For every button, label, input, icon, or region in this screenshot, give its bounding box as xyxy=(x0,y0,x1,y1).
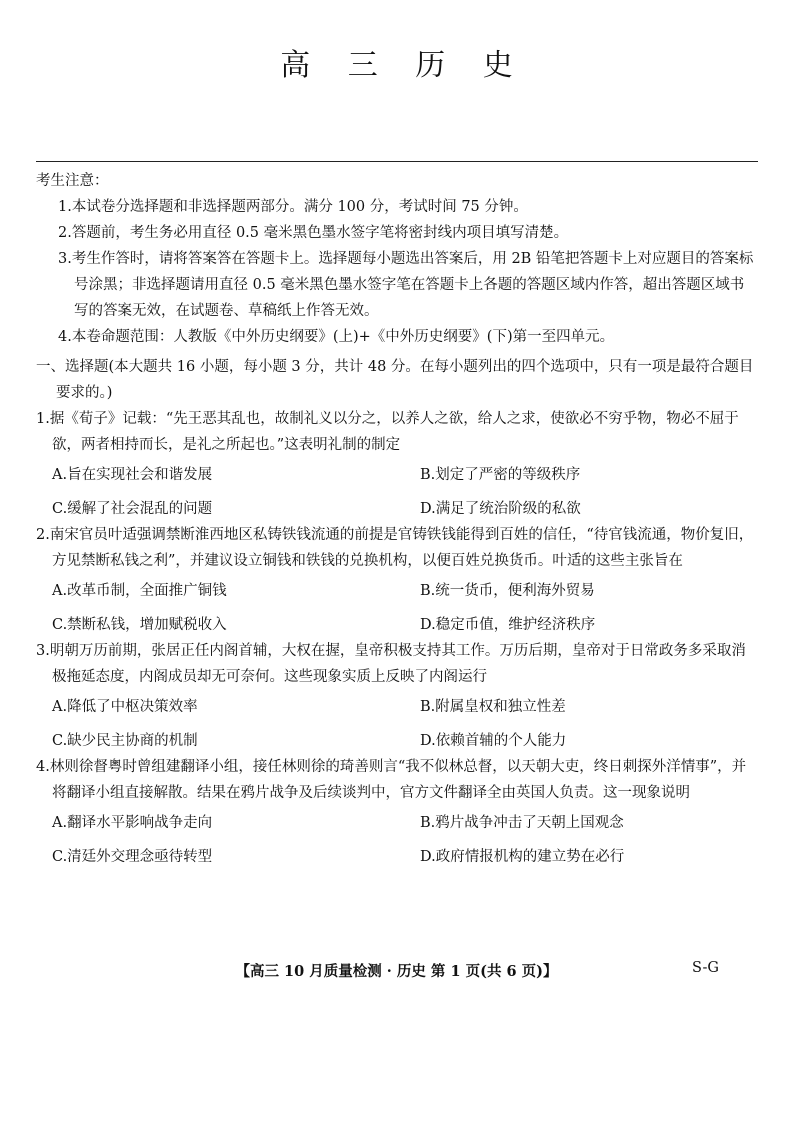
option-b: B.划定了严密的等级秩序 xyxy=(420,467,581,483)
exam-content xyxy=(36,168,758,870)
question-4 xyxy=(36,754,758,870)
option-d: D.满足了统治阶级的私欲 xyxy=(420,501,581,517)
notice-item: 4.本卷命题范围：人教版《中外历史纲要》(上)+《中外历史纲要》(下)第一至四单元。 xyxy=(58,329,615,345)
option-a: A.旨在实现社会和谐发展 xyxy=(52,467,213,483)
option-c: C.禁断私钱，增加赋税收入 xyxy=(52,617,227,633)
option-b: B.鸦片战争冲击了天朝上国观念 xyxy=(420,815,624,831)
option-c: C.清廷外交理念亟待转型 xyxy=(52,849,213,865)
page-title: 高 三 历 史 xyxy=(280,48,527,83)
question-3 xyxy=(36,638,758,754)
section-heading: 一、选择题(本大题共 16 小题，每小题 3 分，共计 48 分。在每小题列出的四个选项中，只有一项是最符合题目要求的。) xyxy=(36,359,754,401)
notice-item: 2.答题前，考生务必用直径 0.5 毫米黑色墨水签字笔将密封线内项目填写清楚。 xyxy=(58,225,569,241)
option-d: D.稳定币值，维护经济秩序 xyxy=(420,617,596,633)
notice-item: 3.考生作答时，请将答案答在答题卡上。选择题每小题选出答案后，用 2B 铅笔把答题卡上对应题目的答案标号涂黑；非选择题请用直径 0.5 毫米黑色墨水签字笔在答题卡上各题的答题区域内作答，超出答题区域书写的答案无效，在试题卷、草稿纸上作答无效。 xyxy=(58,251,754,319)
notice-item: 1.本试卷分选择题和非选择题两部分。满分 100 分，考试时间 75 分钟。 xyxy=(58,199,528,215)
question-options xyxy=(36,810,758,870)
option-a: A.翻译水平影响战争走向 xyxy=(52,815,213,831)
question-stem: 4.林则徐督粤时曾组建翻译小组，接任林则徐的琦善则言“我不似林总督，以天朝大吏，终日刺探外洋情事”，并将翻译小组直接解散。结果在鸦片战争及后续谈判中，官方文件翻译全由英国人负责。这一现象说明 xyxy=(36,759,747,801)
question-stem: 1.据《荀子》记载：“先王恶其乱也，故制礼义以分之，以养人之欲，给人之求，使欲必不穷乎物，物必不屈于欲，两者相持而长，是礼之所起也。”这表明礼制的制定 xyxy=(36,411,739,453)
option-b: B.附属皇权和独立性差 xyxy=(420,699,566,715)
option-b: B.统一货币，便利海外贸易 xyxy=(420,583,595,599)
question-1 xyxy=(36,406,758,522)
question-options xyxy=(36,578,758,638)
question-stem: 3.明朝万历前期，张居正任内阁首辅，大权在握，皇帝积极支持其工作。万历后期，皇帝对于日常政务多采取消极拖延态度，内阁成员却无可奈何。这些现象实质上反映了内阁运行 xyxy=(36,643,746,685)
notice-heading: 考生注意： xyxy=(36,173,109,189)
question-options xyxy=(36,462,758,522)
question-2 xyxy=(36,522,758,638)
option-a: A.降低了中枢决策效率 xyxy=(52,699,198,715)
footer-code: S-G xyxy=(692,960,719,976)
option-c: C.缺少民主协商的机制 xyxy=(52,733,198,749)
footer-page-info: 【高三 10 月质量检测 · 历史 第 1 页(共 6 页)】 xyxy=(235,963,558,980)
option-a: A.改革币制，全面推广铜钱 xyxy=(52,583,227,599)
option-d: D.政府情报机构的建立势在必行 xyxy=(420,849,625,865)
question-stem: 2.南宋官员叶适强调禁断淮西地区私铸铁钱流通的前提是官铸铁钱能得到百姓的信任，“待官钱流通，物价复旧，方见禁断私钱之利”，并建议设立铜钱和铁钱的兑换机构，以便百姓兑换货币。叶适的这些主张旨在 xyxy=(36,527,754,569)
option-d: D.依赖首辅的个人能力 xyxy=(420,733,567,749)
question-options xyxy=(36,694,758,754)
option-c: C.缓解了社会混乱的问题 xyxy=(52,501,213,517)
notice-list xyxy=(36,194,758,350)
header-divider xyxy=(36,161,758,162)
